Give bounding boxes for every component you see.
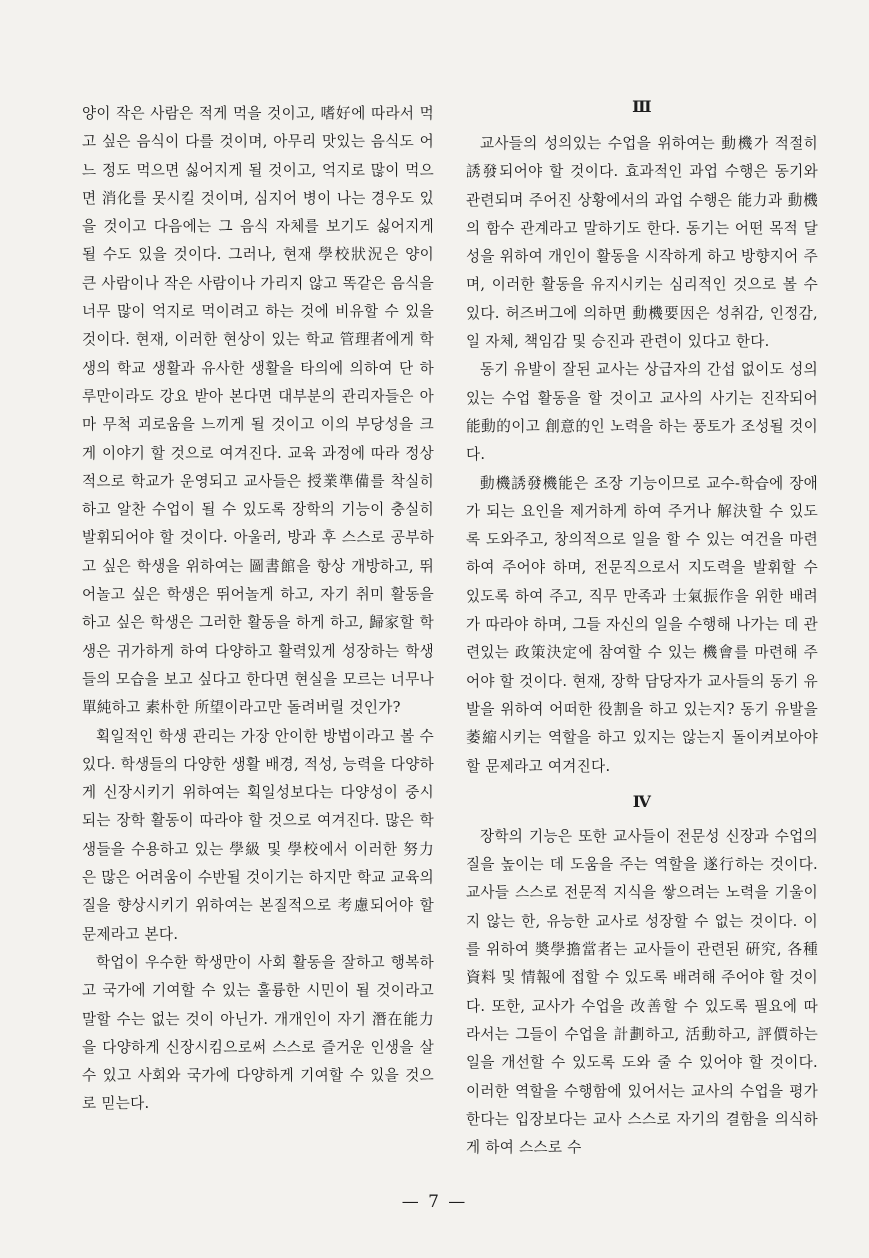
section-heading-4: Ⅳ [632,791,652,811]
left-column [82,100,434,1119]
section-3-paragraph-2: 동기 유발이 잘된 교사는 상급자의 간섭 없이도 성의있는 수업 활동을 할 것이고 교사의 사기는 진작되어 能動的이고 創意的인 노력을 하는 풍토가 조성될 것이다. [466,361,818,464]
section-heading-3: Ⅲ [632,97,652,116]
left-paragraph-1: 양이 작은 사람은 적게 먹을 것이고, 嗜好에 따라서 먹고 싶은 음식이 다를 것이며, 아무리 맛있는 음식도 어느 정도 먹으면 싫어지게 될 것이고, 억지로 많이 먹으면 消化를 못시킬 것이며, 심지어 병이 나는 경우도 있을 것이고 다음에는 그 음식 자체를 보기도 싫어지게 될 수도 있을 것이다. 그러나, 현재 學校狀況은 양이 큰 사람이나 작은 사람이나 가리지 않고 똑같은 음식을 너무 많이 억지로 먹이려고 하는 것에 비유할 수 있을 것이다. 현재, 이러한 현상이 있는 학교 管理者에게 학생의 학교 생활과 유사한 생활을 타의에 의하여 단 하루만이라도 강요 받아 본다면 대부분의 관리자들은 아마 무척 괴로움을 느끼게 될 것이고 이의 부당성을 크게 이야기 할 것으로 여겨진다. 교육 과정에 따라 정상적으로 학교가 운영되고 교사들은 授業準備를 착실히 하고 알찬 수업이 될 수 있도록 장학의 기능이 충실히 발휘되어야 할 것이다. 아울러, 방과 후 스스로 공부하고 싶은 학생을 위하여는 圖書館을 항상 개방하고, 뛰어놀고 싶은 학생은 뛰어놀게 하고, 자기 취미 활동을 하고 싶은 학생은 그러한 활동을 하게 하고, 歸家할 학생은 귀가하게 하여 다양하고 활력있게 성장하는 학생들의 모습을 보고 싶다고 한다면 현실을 모르는 너무나 單純하고 素朴한 所望이라고만 돌려버릴 것인가? [82,105,434,717]
page-number: — 7 — [401,1192,468,1212]
left-paragraph-2: 획일적인 학생 관리는 가장 안이한 방법이라고 볼 수 있다. 학생들의 다양한 생활 배경, 적성, 능력을 다양하게 신장시키기 위하여는 획일성보다는 다양성이 중시되는 장학 활동이 따라야 할 것으로 여겨진다. 많은 학생들을 수용하고 있는 學級 및 學校에서 이러한 努力은 많은 어려움이 수반될 것이기는 하지만 학교 교육의 질을 향상시키기 위하여는 본질적으로 考慮되어야 할 문제라고 본다. [82,727,434,943]
left-paragraph-3: 학업이 우수한 학생만이 사회 활동을 잘하고 행복하고 국가에 기여할 수 있는 훌륭한 시민이 될 것이라고 말할 수는 없는 것이 아닌가. 개개인이 자기 潛在能力을 다양하게 신장시킴으로써 스스로 즐거운 인생을 살 수 있고 사회와 국가에 다양하게 기여할 수 있을 것으로 믿는다. [82,953,434,1113]
right-column [466,97,818,1162]
section-3-paragraph-3: 動機誘發機能은 조장 기능이므로 교수-학습에 장애가 되는 요인을 제거하게 하여 주거나 解決할 수 있도록 도와주고, 창의적으로 일을 할 수 있는 여건을 마련하여 주어야 하며, 전문직으로서 지도력을 발휘할 수 있도록 하여 주고, 직무 만족과 士氣振作을 위한 배려가 따라야 하며, 그들 자신의 일을 수행해 나가는 데 관련있는 政策決定에 참여할 수 있는 機會를 마련해 주어야 할 것이다. 현재, 장학 담당자가 교사들의 동기 유발을 위하여 어떠한 役割을 하고 있는지? 동기 유발을 萎縮시키는 역할을 하고 있지는 않는지 돌이켜보아야 할 문제라고 여겨진다. [466,474,818,775]
section-4-paragraph-1: 장학의 기능은 또한 교사들이 전문성 신장과 수업의 질을 높이는 데 도움을 주는 역할을 遂行하는 것이다. 교사들 스스로 전문적 지식을 쌓으려는 노력을 기울이지 않는 한, 유능한 교사로 성장할 수 없는 것이다. 이를 위하여 奬學擔當者는 교사들이 관련된 硏究, 各種資料 및 情報에 접할 수 있도록 배려해 주어야 할 것이다. 또한, 교사가 수업을 改善할 수 있도록 필요에 따라서는 그들이 수업을 計劃하고, 活動하고, 評價하는 일을 개선할 수 있도록 도와 줄 수 있어야 할 것이다. 이러한 역할을 수행함에 있어서는 교사의 수업을 평가한다는 입장보다는 교사 스스로 자기의 결함을 의식하게 하여 스스로 수 [466,827,818,1157]
section-3-paragraph-1: 교사들의 성의있는 수업을 위하여는 動機가 적절히 誘發되어야 할 것이다. 효과적인 과업 수행은 동기와 관련되며 주어진 상황에서의 과업 수행은 能力과 動機의 함수 관계라고 말하기도 한다. 동기는 어떤 목적 달성을 위하여 개인이 활동을 시작하게 하고 방향지어 주며, 이러한 활동을 유지시키는 심리적인 것으로 볼 수 있다. 허즈버그에 의하면 動機要因은 성취감, 인정감, 일 자체, 책임감 및 승진과 관련이 있다고 한다. [466,135,818,351]
